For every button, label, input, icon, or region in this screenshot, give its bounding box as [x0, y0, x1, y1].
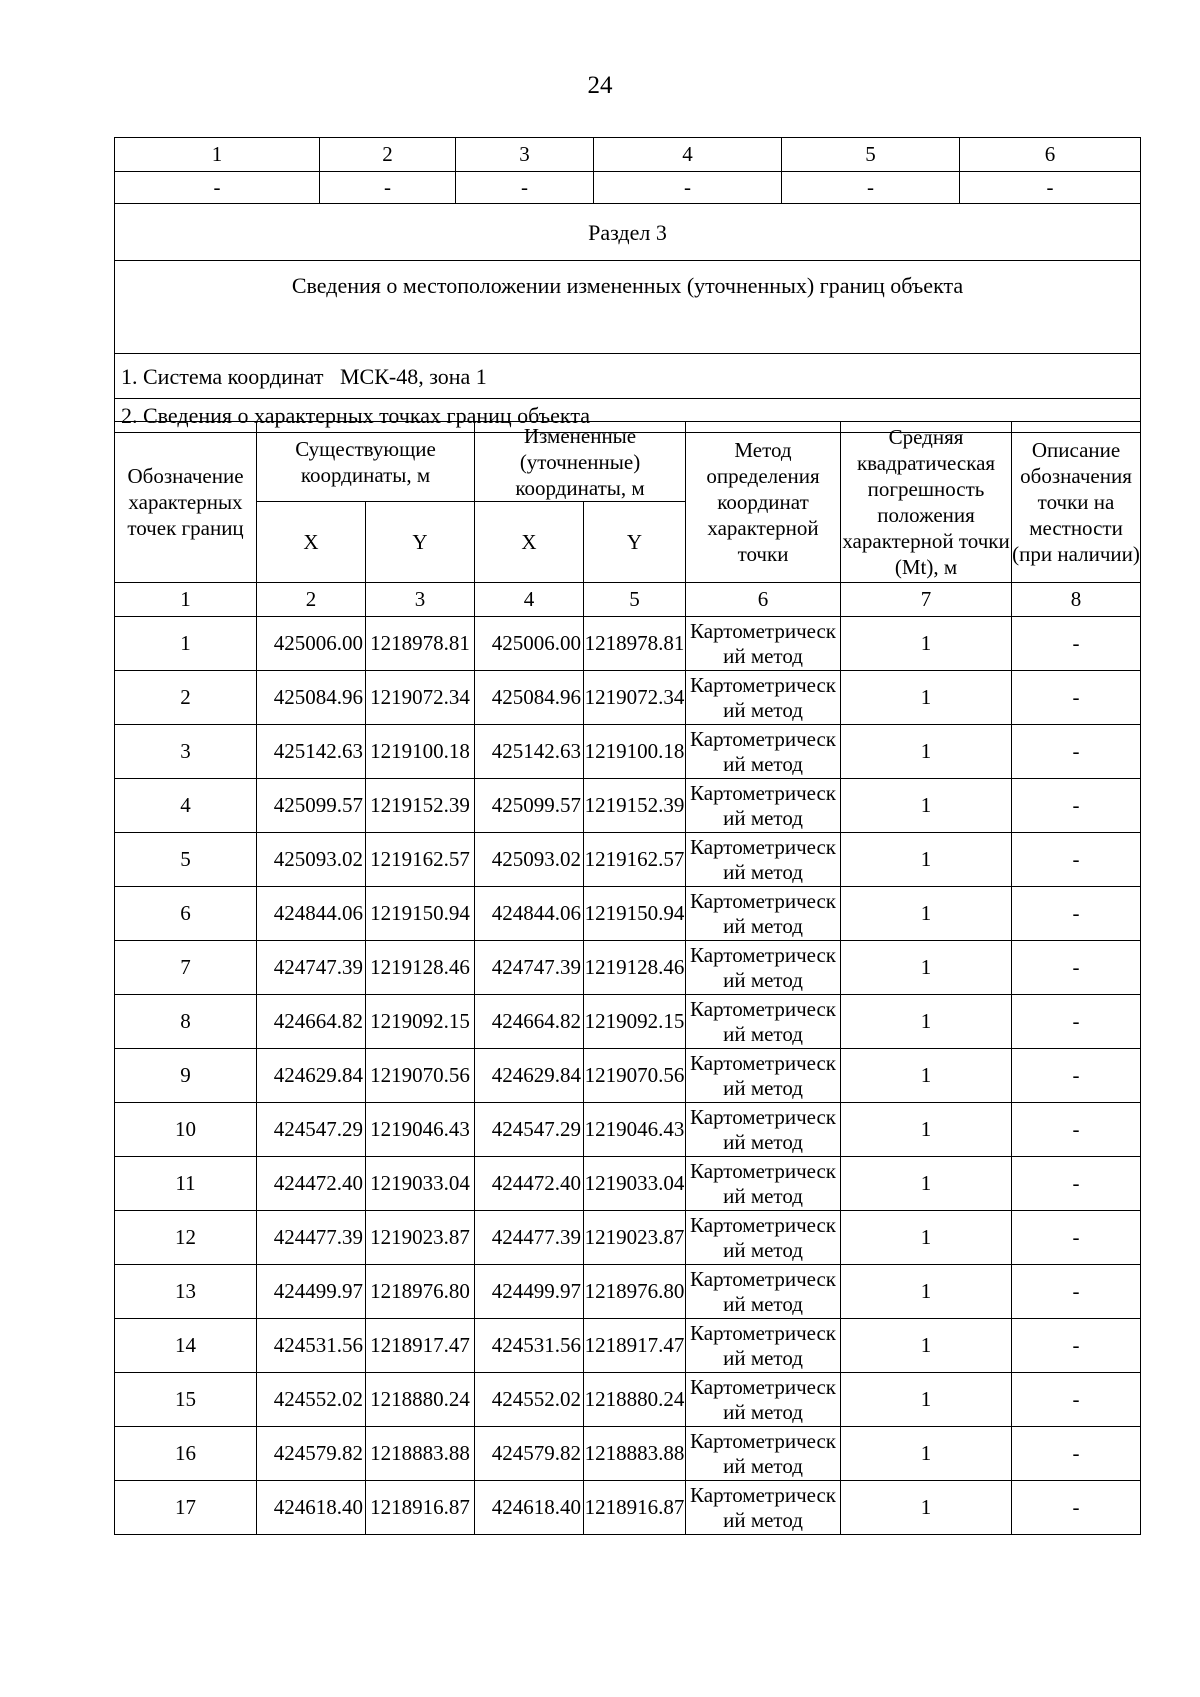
top-col-number: 1 — [115, 138, 320, 172]
top-col-number: 2 — [320, 138, 456, 172]
header-existing-x: X — [257, 502, 366, 583]
method: Картометрический метод — [686, 887, 841, 941]
method: Картометрический метод — [686, 1157, 841, 1211]
changed-y: 1218883.88 — [584, 1427, 686, 1481]
table-row — [115, 833, 1141, 887]
col-number: 3 — [366, 583, 475, 617]
method: Картометрический метод — [686, 1103, 841, 1157]
table-row — [115, 1157, 1141, 1211]
existing-y: 1218883.88 — [366, 1427, 475, 1481]
existing-x: 425093.02 — [257, 833, 366, 887]
changed-x: 424844.06 — [475, 887, 584, 941]
existing-y: 1219046.43 — [366, 1103, 475, 1157]
mt-error: 1 — [841, 1319, 1012, 1373]
point-number: 11 — [115, 1157, 257, 1211]
header-method: Метод определения координат характерной точки — [686, 422, 841, 583]
table-row — [115, 617, 1141, 671]
method: Картометрический метод — [686, 1373, 841, 1427]
changed-y: 1219162.57 — [584, 833, 686, 887]
mt-error: 1 — [841, 725, 1012, 779]
method: Картометрический метод — [686, 1211, 841, 1265]
description: - — [1012, 617, 1141, 671]
changed-y: 1219100.18 — [584, 725, 686, 779]
header-description: Описание обозначения точки на местности (при наличии) — [1012, 422, 1141, 583]
point-number: 14 — [115, 1319, 257, 1373]
mt-error: 1 — [841, 779, 1012, 833]
existing-x: 424552.02 — [257, 1373, 366, 1427]
existing-y: 1218916.87 — [366, 1481, 475, 1535]
method: Картометрический метод — [686, 725, 841, 779]
method: Картометрический метод — [686, 671, 841, 725]
mt-error: 1 — [841, 1211, 1012, 1265]
changed-x: 424472.40 — [475, 1157, 584, 1211]
dash-cell: - — [960, 172, 1141, 204]
top-col-number: 4 — [594, 138, 782, 172]
mt-error: 1 — [841, 1265, 1012, 1319]
existing-x: 424547.29 — [257, 1103, 366, 1157]
existing-x: 424844.06 — [257, 887, 366, 941]
header-existing-coords: Существующие координаты, м — [257, 422, 475, 502]
method: Картометрический метод — [686, 779, 841, 833]
existing-y: 1219150.94 — [366, 887, 475, 941]
method: Картометрический метод — [686, 995, 841, 1049]
mt-error: 1 — [841, 1481, 1012, 1535]
changed-x: 424579.82 — [475, 1427, 584, 1481]
table-row — [115, 779, 1141, 833]
table-row — [115, 671, 1141, 725]
point-number: 16 — [115, 1427, 257, 1481]
col-number: 6 — [686, 583, 841, 617]
point-number: 3 — [115, 725, 257, 779]
description: - — [1012, 1319, 1141, 1373]
changed-x: 425093.02 — [475, 833, 584, 887]
method: Картометрический метод — [686, 833, 841, 887]
page-number: 24 — [587, 72, 613, 99]
table-row — [115, 1103, 1141, 1157]
changed-y: 1218978.81 — [584, 617, 686, 671]
changed-y: 1219023.87 — [584, 1211, 686, 1265]
point-number: 15 — [115, 1373, 257, 1427]
existing-y: 1219092.15 — [366, 995, 475, 1049]
existing-x: 424747.39 — [257, 941, 366, 995]
changed-x: 425084.96 — [475, 671, 584, 725]
changed-x: 424552.02 — [475, 1373, 584, 1427]
description: - — [1012, 1211, 1141, 1265]
existing-x: 424477.39 — [257, 1211, 366, 1265]
changed-x: 425142.63 — [475, 725, 584, 779]
changed-x: 424477.39 — [475, 1211, 584, 1265]
existing-x: 425084.96 — [257, 671, 366, 725]
top-table-dash-row — [115, 172, 1141, 204]
dash-cell: - — [456, 172, 594, 204]
changed-x: 424747.39 — [475, 941, 584, 995]
description: - — [1012, 1481, 1141, 1535]
col-number: 1 — [115, 583, 257, 617]
table-row — [115, 1049, 1141, 1103]
mt-error: 1 — [841, 887, 1012, 941]
description: - — [1012, 725, 1141, 779]
points-caption: 2. Сведения о характерных точках границ объекта — [115, 399, 1141, 433]
point-number: 12 — [115, 1211, 257, 1265]
header-changed-x: X — [475, 502, 584, 583]
changed-x: 424629.84 — [475, 1049, 584, 1103]
table-row — [115, 1211, 1141, 1265]
description: - — [1012, 671, 1141, 725]
description: - — [1012, 1103, 1141, 1157]
changed-y: 1219046.43 — [584, 1103, 686, 1157]
coord-system: 1. Система координат МСК-48, зона 1 — [115, 354, 1141, 399]
existing-y: 1219100.18 — [366, 725, 475, 779]
point-number: 4 — [115, 779, 257, 833]
existing-x: 424579.82 — [257, 1427, 366, 1481]
existing-x: 424618.40 — [257, 1481, 366, 1535]
point-number: 6 — [115, 887, 257, 941]
table-row — [115, 1481, 1141, 1535]
changed-y: 1218917.47 — [584, 1319, 686, 1373]
point-number: 10 — [115, 1103, 257, 1157]
point-number: 5 — [115, 833, 257, 887]
existing-y: 1219023.87 — [366, 1211, 475, 1265]
changed-x: 424531.56 — [475, 1319, 584, 1373]
existing-x: 424531.56 — [257, 1319, 366, 1373]
top-col-number: 6 — [960, 138, 1141, 172]
point-number: 7 — [115, 941, 257, 995]
previous-section-table — [114, 137, 1141, 433]
changed-x: 424618.40 — [475, 1481, 584, 1535]
col-number: 5 — [584, 583, 686, 617]
points-rows — [115, 617, 1141, 1535]
table-row — [115, 887, 1141, 941]
existing-y: 1218978.81 — [366, 617, 475, 671]
existing-y: 1219072.34 — [366, 671, 475, 725]
changed-x: 424547.29 — [475, 1103, 584, 1157]
description: - — [1012, 1427, 1141, 1481]
changed-y: 1219070.56 — [584, 1049, 686, 1103]
header-error: Средняя квадратическая погрешность положения характерной точки (Mt), м — [841, 422, 1012, 583]
changed-x: 424664.82 — [475, 995, 584, 1049]
table-row — [115, 1427, 1141, 1481]
changed-x: 425006.00 — [475, 617, 584, 671]
changed-y: 1218976.80 — [584, 1265, 686, 1319]
existing-y: 1218976.80 — [366, 1265, 475, 1319]
existing-x: 425006.00 — [257, 617, 366, 671]
dash-cell: - — [115, 172, 320, 204]
top-col-number: 5 — [782, 138, 960, 172]
header-changed-y: Y — [584, 502, 686, 583]
top-col-number: 3 — [456, 138, 594, 172]
changed-y: 1218880.24 — [584, 1373, 686, 1427]
existing-x: 424472.40 — [257, 1157, 366, 1211]
existing-y: 1218880.24 — [366, 1373, 475, 1427]
changed-y: 1219092.15 — [584, 995, 686, 1049]
description: - — [1012, 941, 1141, 995]
point-number: 17 — [115, 1481, 257, 1535]
col-number: 8 — [1012, 583, 1141, 617]
mt-error: 1 — [841, 833, 1012, 887]
description: - — [1012, 1265, 1141, 1319]
mt-error: 1 — [841, 617, 1012, 671]
existing-y: 1219033.04 — [366, 1157, 475, 1211]
changed-x: 425099.57 — [475, 779, 584, 833]
point-number: 8 — [115, 995, 257, 1049]
existing-y: 1219152.39 — [366, 779, 475, 833]
mt-error: 1 — [841, 671, 1012, 725]
existing-x: 424499.97 — [257, 1265, 366, 1319]
description: - — [1012, 887, 1141, 941]
changed-y: 1219033.04 — [584, 1157, 686, 1211]
changed-y: 1219128.46 — [584, 941, 686, 995]
mt-error: 1 — [841, 1157, 1012, 1211]
description: - — [1012, 833, 1141, 887]
existing-y: 1219162.57 — [366, 833, 475, 887]
mt-error: 1 — [841, 1427, 1012, 1481]
point-number: 9 — [115, 1049, 257, 1103]
changed-y: 1219072.34 — [584, 671, 686, 725]
point-number: 2 — [115, 671, 257, 725]
dash-cell: - — [320, 172, 456, 204]
existing-x: 425142.63 — [257, 725, 366, 779]
description: - — [1012, 995, 1141, 1049]
mt-error: 1 — [841, 1049, 1012, 1103]
existing-y: 1218917.47 — [366, 1319, 475, 1373]
table-row — [115, 1319, 1141, 1373]
method: Картометрический метод — [686, 1427, 841, 1481]
header-designation: Обозначение характерных точек границ — [115, 422, 257, 583]
mt-error: 1 — [841, 995, 1012, 1049]
method: Картометрический метод — [686, 617, 841, 671]
method: Картометрический метод — [686, 1319, 841, 1373]
header-changed-coords: Измененные (уточненные) координаты, м — [475, 422, 686, 502]
header-existing-y: Y — [366, 502, 475, 583]
section-title: Раздел 3 — [115, 204, 1141, 261]
changed-x: 424499.97 — [475, 1265, 584, 1319]
table-row — [115, 1265, 1141, 1319]
col-number: 2 — [257, 583, 366, 617]
method: Картометрический метод — [686, 1265, 841, 1319]
existing-y: 1219070.56 — [366, 1049, 475, 1103]
boundary-points-table — [114, 421, 1141, 1535]
method: Картометрический метод — [686, 941, 841, 995]
dash-cell: - — [782, 172, 960, 204]
existing-x: 424664.82 — [257, 995, 366, 1049]
description: - — [1012, 1373, 1141, 1427]
section-caption: Сведения о местоположении измененных (уточненных) границ объекта — [115, 261, 1141, 354]
table-row — [115, 941, 1141, 995]
col-number: 4 — [475, 583, 584, 617]
dash-cell: - — [594, 172, 782, 204]
mt-error: 1 — [841, 941, 1012, 995]
main-column-numbers — [115, 583, 1141, 617]
changed-y: 1219150.94 — [584, 887, 686, 941]
table-row — [115, 725, 1141, 779]
changed-y: 1219152.39 — [584, 779, 686, 833]
table-row — [115, 995, 1141, 1049]
top-table-column-numbers — [115, 138, 1141, 172]
description: - — [1012, 1049, 1141, 1103]
col-number: 7 — [841, 583, 1012, 617]
existing-x: 425099.57 — [257, 779, 366, 833]
mt-error: 1 — [841, 1373, 1012, 1427]
description: - — [1012, 779, 1141, 833]
changed-y: 1218916.87 — [584, 1481, 686, 1535]
table-row — [115, 1373, 1141, 1427]
mt-error: 1 — [841, 1103, 1012, 1157]
description: - — [1012, 1157, 1141, 1211]
existing-x: 424629.84 — [257, 1049, 366, 1103]
method: Картометрический метод — [686, 1049, 841, 1103]
point-number: 13 — [115, 1265, 257, 1319]
existing-y: 1219128.46 — [366, 941, 475, 995]
method: Картометрический метод — [686, 1481, 841, 1535]
point-number: 1 — [115, 617, 257, 671]
